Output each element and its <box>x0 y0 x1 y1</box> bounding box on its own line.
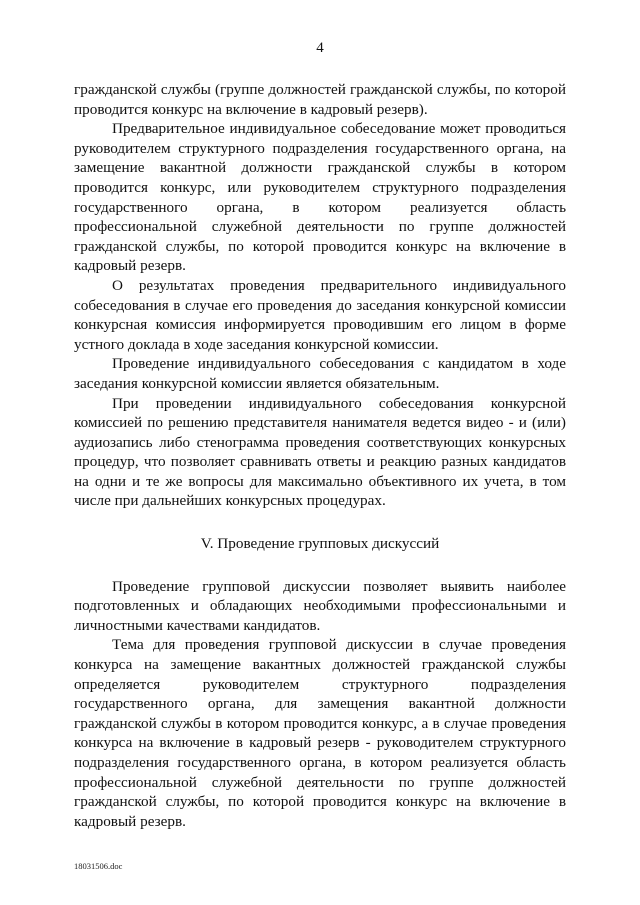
footer-filename: 18031506.doc <box>74 861 123 871</box>
paragraph-continuation: гражданской службы (группе должностей гражданской службы, по которой проводится конкурс на включение в кадровый резерв). <box>74 81 566 118</box>
paragraph-discussion-topic: Тема для проведения групповой дискуссии в случае проведения конкурса на замещение вакантных должностей гражданской службы определяется руководителем структурного подразделения государственного органа, для замещения вакантной должности гражданской службы в котором проводится конкурс, а в случае проведения конкурса на включение в кадровый резерв - руководителем структурного подразделения государственного органа, в котором реализуется область профессиональной служебной деятельности по группе должностей гражданской службы, по которой проводится конкурс на включение в кадровый резерв. <box>74 636 566 830</box>
paragraph-recording: При проведении индивидуального собеседования конкурсной комиссией по решению представителя нанимателя ведется видео - и (или) аудиозапись либо стенограмма проведения соответствующих конкурсных процедур, что позволяет сравнивать ответы и реакцию разных кандидатов на одни и те же вопросы для максимально объективного их учета, в том числе при дальнейших конкурсных процедурах. <box>74 394 566 510</box>
page-number: 4 <box>316 40 324 56</box>
paragraph-interview-results: О результатах проведения предварительного индивидуального собеседования в случае его проведения до заседания конкурсной комиссии конкурсная комиссия информируется проводившим его лицом в форме устного доклада в ходе заседания конкурсной комиссии. <box>74 276 566 353</box>
paragraph-group-discussion: Проведение групповой дискуссии позволяет выявить наиболее подготовленных и обладающих необходимыми профессиональными и личностными качествами кандидатов. <box>74 577 566 634</box>
section-heading: V. Проведение групповых дискуссий <box>200 535 440 553</box>
document-body <box>74 80 566 831</box>
paragraph-preliminary-interview: Предварительное индивидуальное собеседование может проводиться руководителем структурного подразделения государственного органа, на замещение вакантной должности гражданской службы в котором проводится конкурс, или руководителем структурного подразделения государственного органа, в котором реализуется область профессиональной служебной деятельности по группе должностей гражданской службы, по которой проводится конкурс на включение в кадровый резерв. <box>74 120 566 275</box>
paragraph-interview-mandatory: Проведение индивидуального собеседования с кандидатом в ходе заседания конкурсной комиссии является обязательным. <box>74 355 566 392</box>
